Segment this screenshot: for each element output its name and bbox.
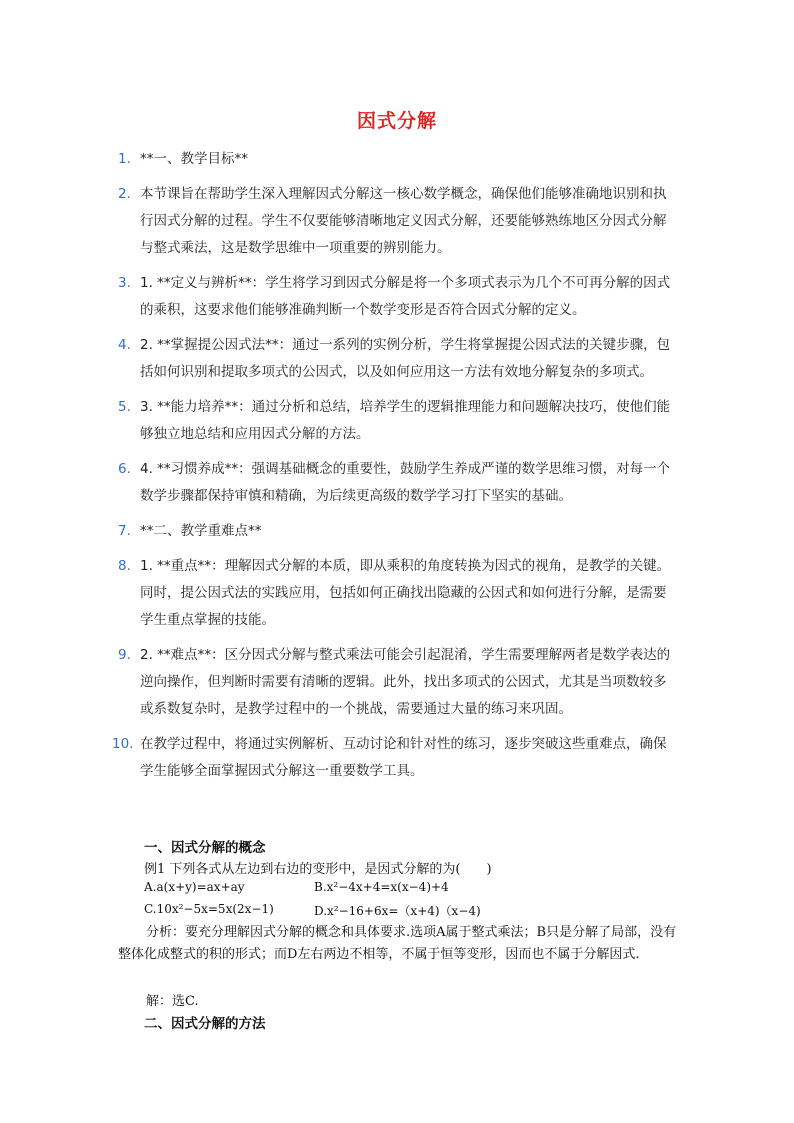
list-text: 1. **重点**：理解因式分解的本质，即从乘积的角度转换为因式的视角，是教学的关键。同时，提公因式法的实践应用，包括如何正确找出隐藏的公因式和如何进行分解，是需要学生重点掌握的技能。 bbox=[140, 558, 671, 628]
list-text: 4. **习惯养成**：强调基础概念的重要性，鼓励学生养成严谨的数学思维习惯，对每一个数学步骤都保持审慎和精确，为后续更高级的数学学习打下坚实的基础。 bbox=[140, 461, 671, 504]
list-item bbox=[118, 642, 678, 723]
option-c: C.10x²−5x=5x(2x−1) bbox=[144, 902, 274, 916]
list-item bbox=[118, 394, 678, 448]
example-question: 例1 下列各式从左边到右边的变形中，是因式分解的为( ) bbox=[144, 862, 492, 877]
numbered-list bbox=[112, 146, 678, 793]
list-number: 7. bbox=[118, 523, 131, 539]
list-text: **一、教学目标** bbox=[140, 151, 248, 167]
list-number: 8. bbox=[118, 558, 131, 574]
list-number: 9. bbox=[118, 647, 131, 663]
list-text: 在教学过程中，将通过实例解析、互动讨论和针对性的练习，逐步突破这些重难点，确保学生能够全面掌握因式分解这一重要数学工具。 bbox=[140, 736, 667, 779]
list-text: 2. **掌握提公因式法**：通过一系列的实例分析，学生将掌握提公因式法的关键步骤，包括如何识别和提取多项式的公因式，以及如何应用这一方法有效地分解复杂的多项式。 bbox=[140, 337, 671, 380]
list-text: 2. **难点**：区分因式分解与整式乘法可能会引起混淆，学生需要理解两者是数学表达的逆向操作，但判断时需要有清晰的逻辑。此外，找出多项式的公因式，尤其是当项数较多或系数复杂时，是教学过程中的一个挑战，需要通过大量的练习来巩固。 bbox=[140, 647, 671, 717]
list-item bbox=[118, 332, 678, 386]
list-item bbox=[112, 731, 678, 785]
list-item bbox=[118, 553, 678, 634]
list-item bbox=[118, 518, 678, 545]
list-number: 2. bbox=[118, 186, 131, 202]
list-number: 1. bbox=[118, 151, 131, 167]
list-item bbox=[118, 181, 678, 262]
list-number: 6. bbox=[118, 461, 131, 477]
option-d: D.x²−16+6x=（x+4)（x−4) bbox=[314, 904, 481, 918]
answer-text: 解：选C. bbox=[146, 994, 199, 1009]
option-a: A.a(x+y)=ax+ay bbox=[144, 880, 245, 894]
analysis-text: 分析：要充分理解因式分解的概念和具体要求.选项A属于整式乘法；B只是分解了局部，没有整体化成整式的积的形式；而D左右两边不相等，不属于恒等变形，因而也不属于分解因式. bbox=[118, 925, 677, 962]
list-text: **二、教学重难点** bbox=[140, 523, 262, 539]
section-heading: 一、因式分解的概念 bbox=[144, 840, 266, 856]
page-title: 因式分解 bbox=[356, 110, 437, 132]
section-heading: 二、因式分解的方法 bbox=[144, 1016, 266, 1032]
list-item bbox=[118, 146, 678, 173]
list-number: 4. bbox=[118, 337, 131, 353]
list-number: 5. bbox=[118, 399, 131, 415]
list-number: 10. bbox=[112, 736, 134, 752]
list-text: 1. **定义与辨析**：学生将学习到因式分解是将一个多项式表示为几个不可再分解的因式的乘积，这要求他们能够准确判断一个数学变形是否符合因式分解的定义。 bbox=[140, 275, 671, 318]
list-text: 本节课旨在帮助学生深入理解因式分解这一核心数学概念，确保他们能够准确地识别和执行因式分解的过程。学生不仅要能够清晰地定义因式分解，还要能够熟练地区分因式分解与整式乘法，这是数学思维中一项重要的辨别能力。 bbox=[140, 186, 667, 256]
list-item bbox=[118, 456, 678, 510]
list-text: 3. **能力培养**：通过分析和总结，培养学生的逻辑推理能力和问题解决技巧，使他们能够独立地总结和应用因式分解的方法。 bbox=[140, 399, 671, 442]
option-b: B.x²−4x+4=x(x−4)+4 bbox=[314, 880, 449, 894]
list-item bbox=[118, 270, 678, 324]
list-number: 3. bbox=[118, 275, 131, 291]
